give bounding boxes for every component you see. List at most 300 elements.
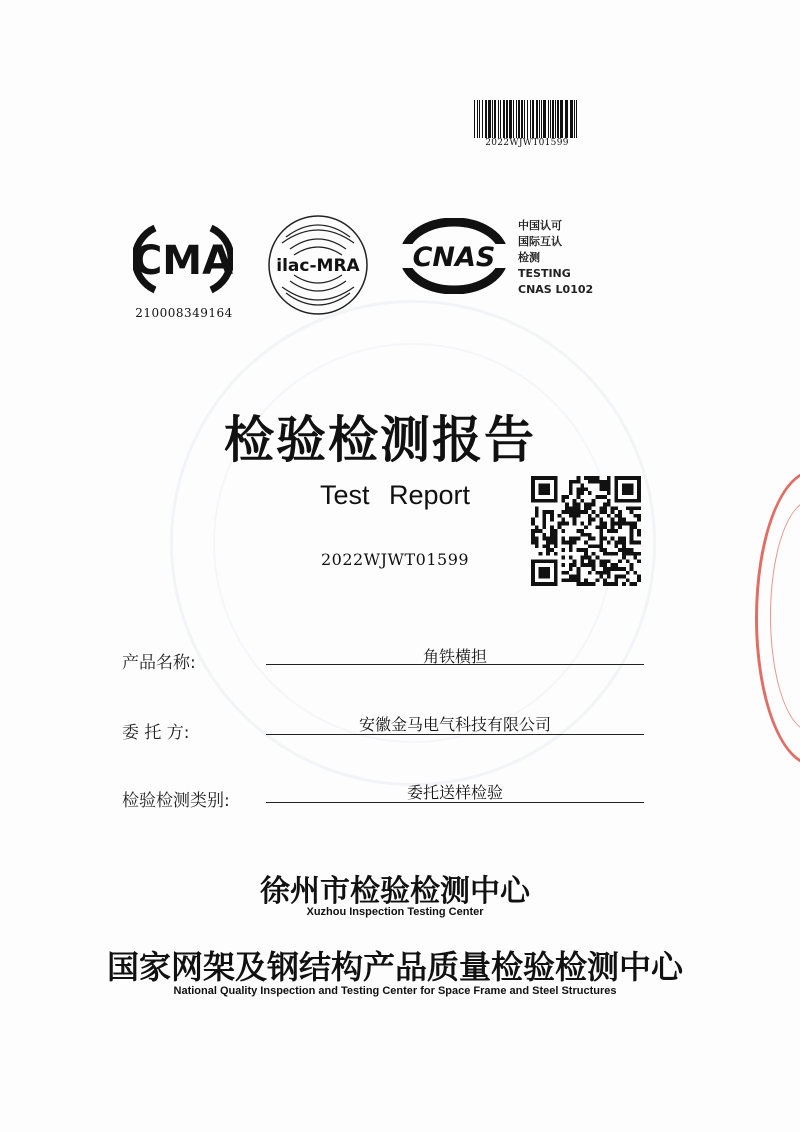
barcode-bar bbox=[541, 100, 542, 138]
qr-module bbox=[580, 529, 584, 533]
report-number: 2022WJWT01599 bbox=[320, 550, 470, 569]
qr-module bbox=[550, 529, 554, 533]
qr-module bbox=[542, 533, 546, 537]
barcode-bar bbox=[498, 100, 499, 138]
qr-module bbox=[607, 491, 611, 495]
qr-module bbox=[607, 559, 611, 563]
qr-module bbox=[595, 480, 599, 484]
qr-module bbox=[603, 487, 607, 491]
qr-module bbox=[584, 582, 588, 586]
qr-module bbox=[531, 522, 535, 526]
qr-module bbox=[630, 529, 634, 533]
qr-module bbox=[592, 480, 596, 484]
field-underline bbox=[266, 802, 644, 803]
qr-module bbox=[599, 537, 603, 541]
qr-module bbox=[573, 503, 577, 507]
qr-module bbox=[599, 544, 603, 548]
qr-module bbox=[599, 495, 603, 499]
qr-module bbox=[603, 522, 607, 526]
qr-module bbox=[577, 582, 581, 586]
qr-module bbox=[626, 552, 630, 556]
qr-module bbox=[565, 571, 569, 575]
qr-module bbox=[626, 571, 630, 575]
qr-module bbox=[599, 480, 603, 484]
qr-module bbox=[630, 563, 634, 567]
qr-module bbox=[573, 522, 577, 526]
qr-module bbox=[558, 525, 562, 529]
qr-module bbox=[614, 567, 618, 571]
qr-module bbox=[603, 563, 607, 567]
qr-module bbox=[580, 556, 584, 560]
qr-module bbox=[569, 567, 573, 571]
qr-module bbox=[603, 548, 607, 552]
qr-module bbox=[614, 582, 618, 586]
qr-module bbox=[599, 548, 603, 552]
qr-module bbox=[630, 582, 634, 586]
qr-module bbox=[573, 514, 577, 518]
qr-module bbox=[531, 533, 535, 537]
cnas-logo-text: CNAS bbox=[412, 242, 496, 273]
qr-module bbox=[569, 514, 573, 518]
qr-module bbox=[561, 548, 565, 552]
qr-module bbox=[531, 537, 535, 541]
barcode-bar bbox=[524, 100, 525, 138]
qr-module bbox=[577, 480, 581, 484]
qr-module bbox=[637, 518, 641, 522]
qr-module bbox=[614, 529, 618, 533]
qr-module bbox=[611, 552, 615, 556]
qr-module bbox=[565, 578, 569, 582]
qr-module bbox=[588, 571, 592, 575]
qr-module bbox=[584, 533, 588, 537]
xuzhou-center-name-cn: 徐州市检验检测中心 bbox=[260, 874, 530, 909]
qr-module bbox=[554, 529, 558, 533]
qr-module bbox=[550, 518, 554, 522]
qr-module bbox=[577, 567, 581, 571]
qr-module bbox=[577, 487, 581, 491]
qr-module bbox=[614, 563, 618, 567]
qr-module bbox=[633, 582, 637, 586]
barcode-bar bbox=[576, 100, 577, 138]
qr-module bbox=[630, 506, 634, 510]
qr-module bbox=[618, 575, 622, 579]
qr-module bbox=[607, 487, 611, 491]
barcode-bar bbox=[500, 100, 501, 138]
qr-module bbox=[569, 484, 573, 488]
field-value-client: 安徽金马电气科技有限公司 bbox=[358, 715, 551, 734]
qr-module bbox=[584, 503, 588, 507]
qr-module bbox=[542, 510, 546, 514]
qr-module bbox=[569, 548, 573, 552]
qr-module bbox=[580, 491, 584, 495]
qr-module bbox=[607, 567, 611, 571]
qr-module bbox=[603, 582, 607, 586]
qr-module bbox=[569, 491, 573, 495]
qr-module bbox=[614, 514, 618, 518]
qr-module bbox=[630, 533, 634, 537]
national-center-name-cn: 国家网架及钢结构产品质量检验检测中心 bbox=[106, 948, 683, 986]
barcode-bar bbox=[494, 100, 496, 138]
qr-module bbox=[550, 548, 554, 552]
qr-module bbox=[618, 514, 622, 518]
qr-module bbox=[573, 575, 577, 579]
qr-module bbox=[565, 522, 569, 526]
qr-module bbox=[611, 518, 615, 522]
barcode-bar bbox=[506, 100, 508, 138]
qr-module bbox=[599, 559, 603, 563]
barcode-bar bbox=[518, 100, 520, 138]
qr-module bbox=[588, 559, 592, 563]
qr-module bbox=[577, 491, 581, 495]
qr-module bbox=[633, 556, 637, 560]
qr-module bbox=[588, 491, 592, 495]
qr-module bbox=[561, 522, 565, 526]
barcode-bar bbox=[516, 100, 517, 138]
qr-module bbox=[595, 525, 599, 529]
qr-module bbox=[539, 484, 550, 495]
qr-module bbox=[561, 510, 565, 514]
qr-module bbox=[622, 556, 626, 560]
barcode-number: 2022WJWT01599 bbox=[485, 138, 569, 148]
qr-module bbox=[531, 529, 535, 533]
barcode-bar bbox=[485, 100, 487, 138]
qr-module bbox=[546, 510, 550, 514]
barcode-bar bbox=[482, 100, 483, 138]
qr-module bbox=[614, 506, 618, 510]
qr-module bbox=[595, 514, 599, 518]
qr-module bbox=[573, 499, 577, 503]
qr-module bbox=[573, 510, 577, 514]
qr-module bbox=[550, 540, 554, 544]
cnas-side-line: CNAS L0102 bbox=[518, 283, 594, 296]
qr-module bbox=[633, 571, 637, 575]
qr-module bbox=[580, 510, 584, 514]
qr-module bbox=[588, 582, 592, 586]
qr-module bbox=[622, 582, 626, 586]
cnas-side-line: 国际互认 bbox=[518, 235, 562, 248]
qr-module bbox=[569, 544, 573, 548]
qr-module bbox=[577, 575, 581, 579]
qr-module bbox=[577, 514, 581, 518]
qr-module bbox=[588, 506, 592, 510]
qr-module bbox=[637, 529, 641, 533]
barcode-bar bbox=[488, 100, 491, 138]
qr-module bbox=[603, 552, 607, 556]
qr-module bbox=[614, 578, 618, 582]
qr-module bbox=[588, 563, 592, 567]
qr-module bbox=[592, 559, 596, 563]
barcode-bar bbox=[543, 100, 546, 138]
barcode-bar bbox=[521, 100, 523, 138]
qr-module bbox=[637, 552, 641, 556]
cnas-side-line: 中国认可 bbox=[518, 219, 562, 232]
cnas-side-line: TESTING bbox=[518, 267, 571, 280]
qr-module bbox=[580, 499, 584, 503]
qr-module bbox=[542, 518, 546, 522]
qr-module bbox=[573, 518, 577, 522]
qr-module bbox=[630, 548, 634, 552]
qr-module bbox=[614, 540, 618, 544]
qr-module bbox=[622, 522, 626, 526]
qr-module bbox=[577, 510, 581, 514]
ilac-logo-text: ilac-MRA bbox=[276, 256, 360, 276]
qr-module bbox=[611, 582, 615, 586]
qr-module bbox=[603, 567, 607, 571]
qr-module bbox=[592, 537, 596, 541]
qr-module bbox=[546, 537, 550, 541]
qr-module bbox=[630, 567, 634, 571]
qr-module bbox=[539, 552, 543, 556]
qr-module bbox=[603, 559, 607, 563]
qr-module bbox=[607, 499, 611, 503]
barcode-bar bbox=[557, 100, 559, 138]
qr-module bbox=[599, 484, 603, 488]
qr-module bbox=[554, 537, 558, 541]
qr-module bbox=[595, 571, 599, 575]
qr-module bbox=[561, 495, 565, 499]
qr-module bbox=[618, 522, 622, 526]
qr-module bbox=[599, 563, 603, 567]
qr-module bbox=[565, 506, 569, 510]
qr-module bbox=[577, 476, 581, 480]
qr-module bbox=[565, 510, 569, 514]
qr-module bbox=[584, 525, 588, 529]
cma-logo-text: CMA bbox=[133, 238, 233, 284]
qr-module bbox=[558, 522, 562, 526]
qr-module bbox=[584, 556, 588, 560]
qr-module bbox=[561, 518, 565, 522]
qr-module bbox=[588, 556, 592, 560]
qr-module bbox=[584, 552, 588, 556]
qr-module bbox=[550, 525, 554, 529]
qr-module bbox=[569, 563, 573, 567]
qr-module bbox=[607, 484, 611, 488]
qr-module bbox=[561, 537, 565, 541]
qr-module bbox=[535, 525, 539, 529]
qr-module bbox=[539, 529, 543, 533]
qr-module bbox=[637, 578, 641, 582]
qr-module bbox=[637, 540, 641, 544]
qr-module bbox=[535, 537, 539, 541]
qr-module bbox=[558, 514, 562, 518]
barcode-bar bbox=[513, 100, 514, 138]
qr-module bbox=[542, 544, 546, 548]
qr-module bbox=[630, 537, 634, 541]
qr-module bbox=[573, 540, 577, 544]
qr-module bbox=[542, 537, 546, 541]
qr-module bbox=[599, 518, 603, 522]
qr-module bbox=[535, 540, 539, 544]
qr-module bbox=[603, 495, 607, 499]
qr-module bbox=[614, 575, 618, 579]
field-underline bbox=[266, 664, 644, 665]
qr-module bbox=[577, 506, 581, 510]
qr-module bbox=[599, 540, 603, 544]
qr-module bbox=[592, 503, 596, 507]
qr-module bbox=[569, 578, 573, 582]
qr-module bbox=[611, 506, 615, 510]
qr-module bbox=[584, 506, 588, 510]
qr-module bbox=[607, 582, 611, 586]
qr-module bbox=[599, 533, 603, 537]
qr-module bbox=[614, 522, 618, 526]
qr-module bbox=[622, 537, 626, 541]
qr-module bbox=[595, 578, 599, 582]
qr-module bbox=[577, 495, 581, 499]
qr-module bbox=[584, 548, 588, 552]
qr-module bbox=[569, 480, 573, 484]
cma-number: 210008349164 bbox=[135, 306, 233, 320]
qr-module bbox=[607, 503, 611, 507]
qr-module bbox=[618, 567, 622, 571]
qr-module bbox=[573, 537, 577, 541]
barcode-bar bbox=[492, 100, 493, 138]
qr-module bbox=[603, 525, 607, 529]
qr-module bbox=[542, 522, 546, 526]
qr-module bbox=[633, 525, 637, 529]
qr-module bbox=[611, 525, 615, 529]
qr-module bbox=[546, 548, 550, 552]
cnas-logo bbox=[399, 218, 509, 294]
field-value-test-category: 委托送样检验 bbox=[406, 783, 503, 802]
qr-module bbox=[580, 487, 584, 491]
qr-module bbox=[569, 487, 573, 491]
qr-module bbox=[577, 578, 581, 582]
qr-module bbox=[607, 476, 611, 480]
qr-module bbox=[573, 559, 577, 563]
qr-module bbox=[630, 552, 634, 556]
qr-module bbox=[607, 552, 611, 556]
qr-module bbox=[580, 533, 584, 537]
qr-module bbox=[618, 518, 622, 522]
qr-module bbox=[599, 529, 603, 533]
qr-module bbox=[618, 537, 622, 541]
xuzhou-center-name-en: Xuzhou Inspection Testing Center bbox=[306, 906, 484, 918]
cnas-accreditation-text bbox=[518, 218, 593, 298]
barcode-bar bbox=[527, 100, 528, 138]
qr-module bbox=[573, 578, 577, 582]
qr-module bbox=[592, 544, 596, 548]
qr-module bbox=[577, 548, 581, 552]
qr-module bbox=[561, 499, 565, 503]
barcode-bar bbox=[570, 100, 573, 138]
qr-module bbox=[622, 567, 626, 571]
qr-module bbox=[603, 503, 607, 507]
qr-module bbox=[561, 556, 565, 560]
qr-module bbox=[588, 480, 592, 484]
cma-logo bbox=[133, 222, 233, 296]
qr-module bbox=[588, 503, 592, 507]
barcode-bar bbox=[565, 100, 568, 138]
qr-module bbox=[614, 552, 618, 556]
qr-module bbox=[569, 556, 573, 560]
qr-module bbox=[584, 510, 588, 514]
qr-module bbox=[618, 540, 622, 544]
qr-module bbox=[626, 522, 630, 526]
qr-module bbox=[633, 506, 637, 510]
qr-module bbox=[592, 510, 596, 514]
qr-module bbox=[584, 563, 588, 567]
qr-module bbox=[607, 529, 611, 533]
qr-module bbox=[637, 506, 641, 510]
qr-module bbox=[588, 544, 592, 548]
qr-module bbox=[603, 506, 607, 510]
qr-module bbox=[633, 552, 637, 556]
qr-module bbox=[592, 518, 596, 522]
barcode-bar bbox=[503, 100, 505, 138]
cnas-side-line: 检测 bbox=[518, 251, 540, 264]
qr-module bbox=[580, 563, 584, 567]
qr-module bbox=[554, 552, 558, 556]
qr-module bbox=[561, 540, 565, 544]
barcode-bar bbox=[552, 100, 554, 138]
qr-module bbox=[565, 495, 569, 499]
qr-module bbox=[626, 548, 630, 552]
qr-module bbox=[607, 571, 611, 575]
qr-module bbox=[622, 484, 633, 495]
qr-module bbox=[599, 575, 603, 579]
qr-module bbox=[531, 518, 535, 522]
qr-code bbox=[531, 476, 641, 586]
qr-module bbox=[569, 540, 573, 544]
qr-module bbox=[569, 506, 573, 510]
qr-module bbox=[603, 571, 607, 575]
barcode-bar bbox=[530, 100, 531, 138]
barcode-bar bbox=[539, 100, 540, 138]
barcode-bar bbox=[574, 100, 575, 138]
qr-module bbox=[595, 495, 599, 499]
qr-module bbox=[607, 540, 611, 544]
barcode-bar bbox=[536, 100, 538, 138]
barcode-bar bbox=[548, 100, 549, 138]
qr-module bbox=[637, 514, 641, 518]
qr-module bbox=[592, 552, 596, 556]
qr-module bbox=[630, 510, 634, 514]
field-underline bbox=[266, 734, 644, 735]
qr-module bbox=[607, 575, 611, 579]
qr-module bbox=[599, 522, 603, 526]
barcode-bar bbox=[479, 100, 480, 138]
qr-module bbox=[607, 480, 611, 484]
qr-module bbox=[603, 578, 607, 582]
qr-module bbox=[622, 552, 626, 556]
qr-module bbox=[599, 571, 603, 575]
qr-module bbox=[637, 559, 641, 563]
qr-module bbox=[539, 567, 550, 578]
qr-module bbox=[565, 540, 569, 544]
qr-module bbox=[588, 518, 592, 522]
qr-module bbox=[599, 506, 603, 510]
qr-module bbox=[573, 480, 577, 484]
qr-module bbox=[554, 533, 558, 537]
qr-module bbox=[584, 578, 588, 582]
qr-module bbox=[599, 487, 603, 491]
qr-module bbox=[592, 476, 596, 480]
qr-module bbox=[535, 544, 539, 548]
qr-module bbox=[554, 540, 558, 544]
qr-module bbox=[580, 582, 584, 586]
qr-module bbox=[569, 537, 573, 541]
qr-module bbox=[630, 522, 634, 526]
qr-module bbox=[569, 575, 573, 579]
qr-module bbox=[595, 556, 599, 560]
qr-module bbox=[603, 537, 607, 541]
national-center-name-en: National Quality Inspection and Testing Center for Space Frame and Steel Structures bbox=[173, 985, 617, 997]
barcode-bar bbox=[532, 100, 534, 138]
qr-module bbox=[626, 559, 630, 563]
qr-module bbox=[573, 563, 577, 567]
qr-module bbox=[622, 548, 626, 552]
